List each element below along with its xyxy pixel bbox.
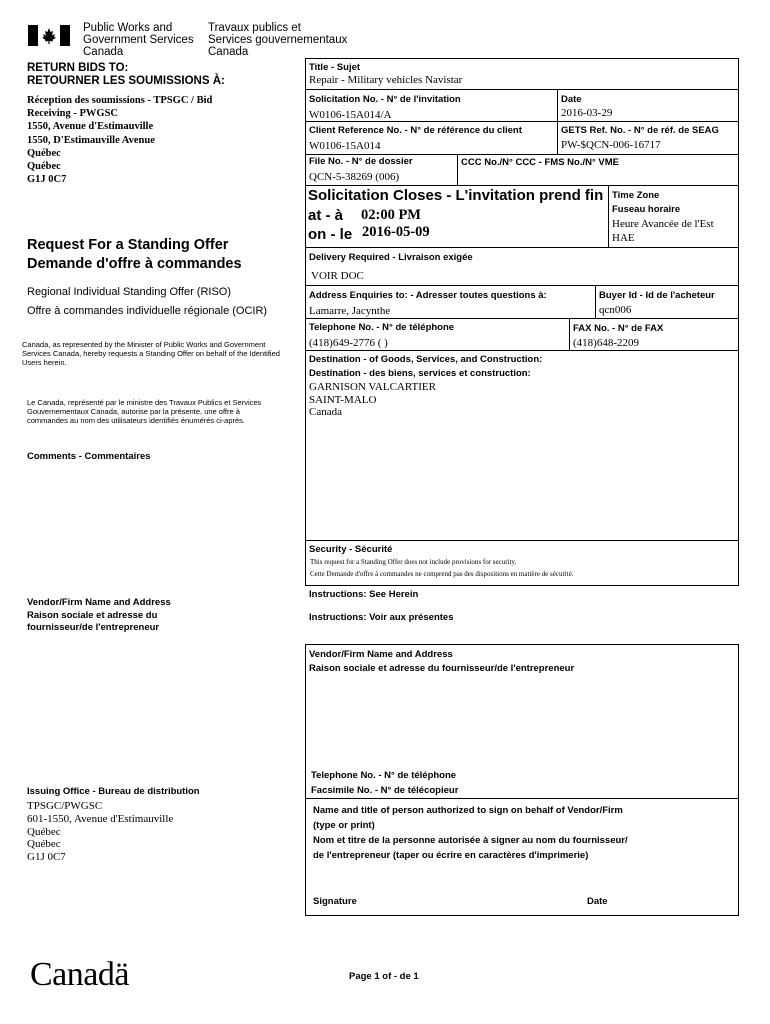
telephone-value: (418)649-2776 ( ): [309, 337, 388, 349]
title-label: Title - Sujet: [309, 62, 361, 73]
security-text-fr: Cette Demande d'offre à commandes ne comprend pas des dispositions en matière de sécurité.: [310, 570, 574, 578]
delivery-required-value: VOIR DOC: [311, 270, 364, 282]
buyer-id-label: Buyer Id - Id de l'acheteur: [599, 290, 715, 301]
file-no-value: QCN-5-38269 (006): [309, 171, 400, 183]
issuing-office-label: Issuing Office - Bureau de distribution: [27, 786, 200, 797]
vendor-label-line3: fournisseur/de l'entrepreneur: [27, 622, 160, 633]
client-reference-label: Client Reference No. - N° de référence du client: [309, 125, 522, 136]
closes-at-time: 02:00 PM: [361, 207, 421, 223]
doc-title-en: Request For a Standing Offer: [27, 237, 229, 253]
title-value: Repair - Military vehicles Navistar: [309, 74, 463, 86]
instructions-en: Instructions: See Herein: [309, 589, 419, 600]
time-zone-label-en: Time Zone: [612, 190, 660, 201]
dept-name-fr-line3: Canada: [208, 46, 249, 58]
issuing-office-address: TPSGC/PWGSC 601-1550, Avenue d'Estimauville Québec Québec G1J 0C7: [27, 800, 174, 864]
destination-label-fr: Destination - des biens, services et construction:: [309, 368, 531, 379]
solicitation-closes-label: Solicitation Closes - L'invitation prend fin: [308, 187, 604, 204]
dept-name-fr-line1: Travaux publics et: [208, 22, 301, 34]
solicitation-no-value: W0106-15A014/A: [309, 109, 392, 121]
fax-label: FAX No. - N° de FAX: [573, 323, 664, 334]
destination-address: GARNISON VALCARTIER SAINT-MALO Canada: [309, 381, 436, 419]
closes-on-label: on - le: [308, 226, 353, 243]
time-zone-label-fr: Fuseau horaire: [612, 204, 681, 215]
vendor-box-label-fr: Raison sociale et adresse du fournisseur/de l'entrepreneur: [309, 663, 575, 674]
canada-wordmark-logo: Canadä: [30, 956, 129, 993]
closes-at-label: at - à: [308, 207, 344, 224]
government-flag-logo: [28, 25, 70, 46]
instructions-fr: Instructions: Voir aux présentes: [309, 612, 454, 623]
vendor-box-label-en: Vendor/Firm Name and Address: [309, 649, 453, 660]
time-zone-value-1: Heure Avancée de l'Est: [612, 218, 714, 230]
closes-on-date: 2016-05-09: [362, 224, 430, 240]
date-value: 2016-03-29: [561, 107, 613, 119]
signature-label: Signature: [313, 896, 357, 907]
client-reference-value: W0106-15A014: [309, 140, 381, 152]
signature-date-label: Date: [587, 896, 608, 907]
request-paragraph-en: Canada, as represented by the Minister of Public Works and Government Services Canada, hereby requests a Standing Offer on behalf of the Identified Users herein.: [22, 340, 280, 367]
telephone-label: Telephone No. - N° de téléphone: [309, 322, 455, 333]
doc-title-fr: Demande d'offre à commandes: [27, 256, 242, 272]
security-text-en: This request for a Standing Offer does not include provisions for security.: [310, 558, 517, 566]
buyer-id-value: qcn006: [599, 304, 632, 316]
security-label: Security - Sécurité: [309, 544, 393, 555]
solicitation-no-label: Solicitation No. - N° de l'invitation: [309, 94, 461, 105]
dept-name-fr-line2: Services gouvernementaux: [208, 34, 348, 46]
ccc-fms-label: CCC No./N° CCC - FMS No./N° VME: [461, 157, 620, 168]
bid-receiving-address: Réception des soumissions - TPSGC / Bid Receiving - PWGSC 1550, Avenue d'Estimauville 1550, D'Estimauville Avenue Québec Québec G1J 0C7: [27, 95, 213, 186]
delivery-required-label: Delivery Required - Livraison exigée: [309, 252, 473, 263]
page-number: Page 1 of - de 1: [349, 971, 419, 982]
vendor-telephone-label: Telephone No. - N° de téléphone: [311, 770, 457, 781]
comments-label: Comments - Commentaires: [27, 451, 151, 462]
dept-name-en-line1: Public Works and: [83, 22, 173, 34]
file-no-label: File No. - N° de dossier: [309, 156, 413, 167]
gets-ref-value: PW-$QCN-006-16717: [561, 139, 661, 151]
time-zone-value-2: HAE: [612, 232, 635, 244]
request-paragraph-fr: Le Canada, représenté par le ministre des Travaux Publics et Services Gouvernementaux Canada, autorise par la présente, une offre à commandes au nom des utilisateurs identifiés énumérés ci-après.: [27, 398, 262, 425]
return-bids-fr: RETOURNER LES SOUMISSIONS À:: [27, 75, 225, 87]
vendor-label-line2: Raison sociale et adresse du: [27, 609, 158, 621]
date-label: Date: [561, 94, 582, 105]
gets-ref-label: GETS Ref. No. - N° de réf. de SEAG: [561, 125, 719, 136]
ocir-label: Offre à commandes individuelle régionale (OCIR): [27, 305, 268, 317]
address-enquiries-label: Address Enquiries to: - Adresser toutes questions à:: [309, 290, 547, 301]
dept-name-en-line2: Government Services: [83, 34, 194, 46]
dept-name-en-line3: Canada: [83, 46, 124, 58]
riso-label: Regional Individual Standing Offer (RISO): [27, 286, 232, 298]
vendor-facsimile-label: Facsimile No. - N° de télécopieur: [311, 785, 459, 796]
vendor-label-line1: Vendor/Firm Name and Address: [27, 597, 171, 608]
address-enquiries-value: Lamarre, Jacynthe: [309, 305, 391, 317]
fax-value: (418)648-2209: [573, 337, 639, 349]
authorized-signatory-label: Name and title of person authorized to sign on behalf of Vendor/Firm (type or print) Nom et titre de la personne autorisée à signer au nom du fournisseur/ de l'entrepreneur (taper ou écrire en caractères d'imprimerie): [313, 805, 628, 861]
destination-label-en: Destination - of Goods, Services, and Construction:: [309, 354, 543, 365]
return-bids-en: RETURN BIDS TO:: [27, 62, 129, 74]
